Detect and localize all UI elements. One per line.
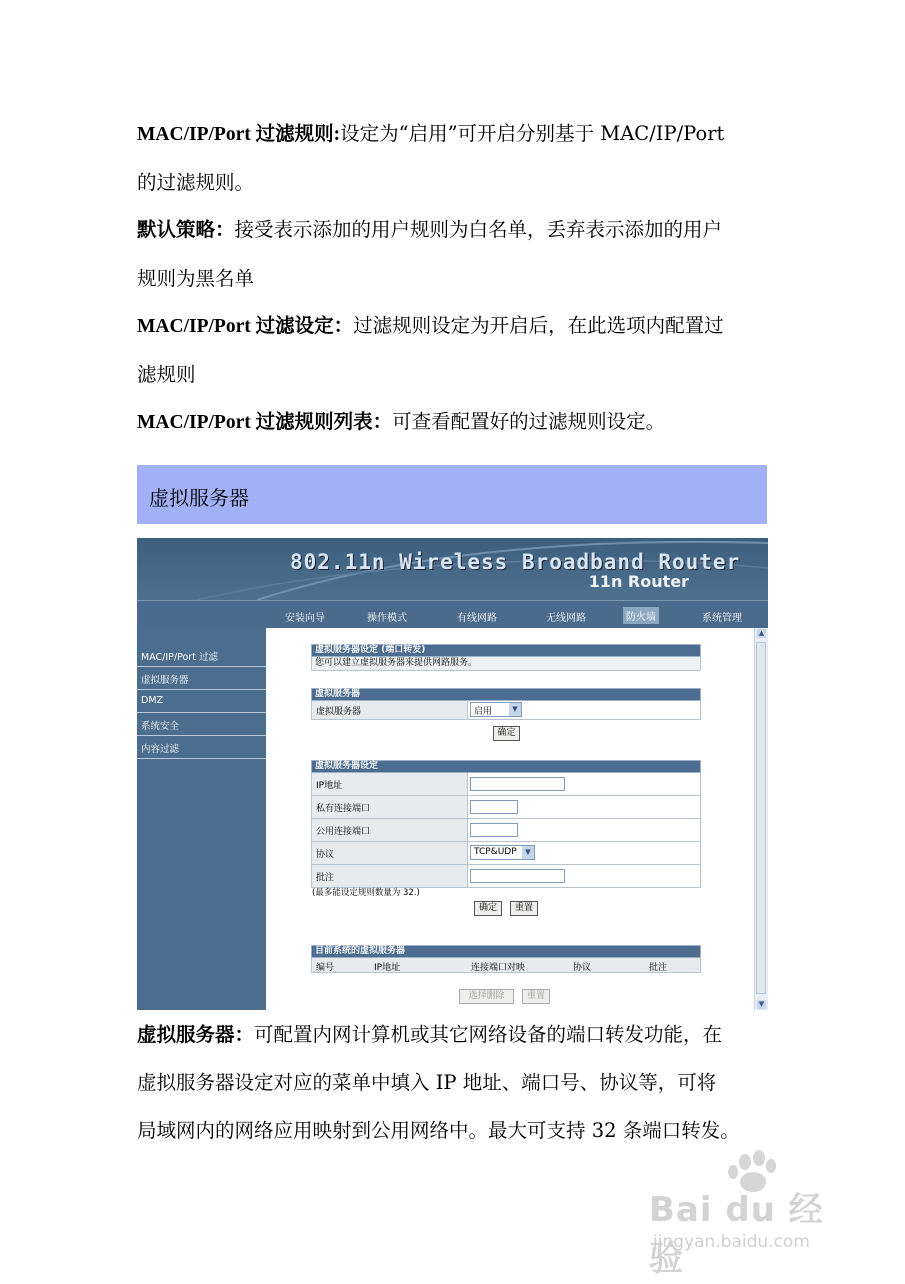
paragraph-filter-list: MAC/IP/Port 过滤规则列表：可查看配置好的过滤规则设定。 <box>137 410 666 433</box>
router-screenshot <box>137 538 768 1010</box>
nav-firewall[interactable]: 防火墙 <box>623 607 659 624</box>
col-number: 编号 <box>316 963 335 973</box>
intro-panel <box>311 644 701 671</box>
intro-header: 虚拟服务器设定 (端口转发) <box>311 644 701 657</box>
banner-title: 802.11n Wireless Broadband Router <box>290 550 741 574</box>
term-bold: MAC/IP/Port 过滤规则: <box>137 124 341 145</box>
col-protocol: 协议 <box>573 963 592 973</box>
term-bold: MAC/IP/Port 过滤设定： <box>137 316 354 337</box>
list-header: 目前系统的虚拟服务器 <box>311 945 701 958</box>
vs-settings-panel <box>311 760 701 888</box>
protocol-label: 协议 <box>316 850 335 860</box>
nav-setup-wizard[interactable]: 安装向导 <box>285 613 325 624</box>
nav-wireless-network[interactable]: 无线网路 <box>546 613 586 624</box>
vs-enable-panel <box>311 688 701 720</box>
paragraph-mac-filter-rule: MAC/IP/Port 过滤规则:设定为“启用”可开启分别基于 MAC/IP/Port 的过滤规则。 <box>137 122 725 194</box>
max-rules-note: (最多能设定规则数量为 32.) <box>312 888 420 898</box>
sidebar-item-content-filter[interactable]: 内容过滤 <box>137 736 266 759</box>
nav-operation-mode[interactable]: 操作模式 <box>367 613 407 624</box>
reset-list-button[interactable]: 重置 <box>522 989 550 1004</box>
confirm-settings-button[interactable]: 确定 <box>474 901 502 916</box>
router-banner <box>137 538 768 600</box>
comment-label: 批注 <box>316 873 335 883</box>
private-port-label: 私有连接端口 <box>316 804 371 814</box>
ip-address-label: IP地址 <box>316 781 343 791</box>
term-bold: 默认策略： <box>137 220 235 241</box>
sidebar-item-dmz[interactable]: DMZ <box>137 690 266 713</box>
vs-enable-select[interactable]: 启用 ▼ <box>470 702 522 717</box>
reset-settings-button[interactable]: 重置 <box>510 901 538 916</box>
list-column-headers <box>311 958 701 973</box>
delete-selected-button[interactable]: 选择删除 <box>459 989 514 1004</box>
intro-text: 您可以建立虚拟服务器来提供网路服务。 <box>311 657 701 671</box>
term-bold: 虚拟服务器： <box>137 1023 255 1046</box>
banner-subtitle: 11n Router <box>588 572 689 591</box>
vs-label: 虚拟服务器 <box>316 707 362 717</box>
col-comment: 批注 <box>649 963 668 973</box>
scroll-up-icon[interactable]: ▲ <box>758 629 765 637</box>
sidebar-item-system-security[interactable]: 系统安全 <box>137 713 266 736</box>
term-bold: MAC/IP/Port 过滤规则列表： <box>137 412 393 433</box>
sidebar-item-mac-ip-port-filter[interactable]: MAC/IP/Port 过滤 <box>137 644 266 667</box>
scroll-down-icon[interactable]: ▼ <box>758 1000 765 1008</box>
settings-header: 虚拟服务器设定 <box>311 760 701 773</box>
watermark-url: jingyan.baidu.com <box>653 1232 810 1252</box>
nav-wired-network[interactable]: 有线网路 <box>457 613 497 624</box>
section-header-bar <box>137 465 767 524</box>
current-vs-list <box>311 945 701 973</box>
confirm-enable-button[interactable]: 确定 <box>493 726 520 741</box>
top-navigation <box>137 600 768 629</box>
sidebar-item-virtual-server[interactable]: 虚拟服务器 <box>137 667 266 690</box>
main-content <box>266 628 768 1010</box>
public-port-input[interactable] <box>470 823 518 837</box>
ip-address-input[interactable] <box>470 777 565 791</box>
chevron-down-icon: ▼ <box>522 846 534 859</box>
col-port-mapping: 连接端口对映 <box>471 963 526 973</box>
scrollbar[interactable] <box>754 628 768 1010</box>
col-ip: IP地址 <box>374 963 401 973</box>
nav-system-management[interactable]: 系统管理 <box>702 613 742 624</box>
sidebar <box>137 628 266 1010</box>
vs-header: 虚拟服务器 <box>311 688 701 701</box>
private-port-input[interactable] <box>470 800 518 814</box>
comment-input[interactable] <box>470 869 565 883</box>
paragraph-virtual-server: 虚拟服务器：可配置内网计算机或其它网络设备的端口转发功能，在 虚拟服务器设定对应的菜单中填入 IP 地址、端口号、协议等，可将 局域网内的网络应用映射到公用网络中。最大可支持 32 条端口转发。 <box>137 1023 740 1142</box>
paragraph-default-policy: 默认策略：接受表示添加的用户规则为白名单，丢弃表示添加的用户 规则为黑名单 <box>137 218 723 290</box>
chevron-down-icon: ▼ <box>509 703 521 716</box>
protocol-select[interactable]: TCP&UDP ▼ <box>470 845 535 860</box>
section-title: 虚拟服务器 <box>149 486 249 510</box>
paragraph-filter-settings: MAC/IP/Port 过滤设定：过滤规则设定为开启后，在此选项内配置过 滤规则 <box>137 314 724 386</box>
scroll-thumb[interactable] <box>756 642 766 994</box>
baidu-watermark <box>647 1150 857 1280</box>
watermark-brand: Bai du 经验 <box>649 1190 824 1279</box>
public-port-label: 公用连接端口 <box>316 827 371 837</box>
